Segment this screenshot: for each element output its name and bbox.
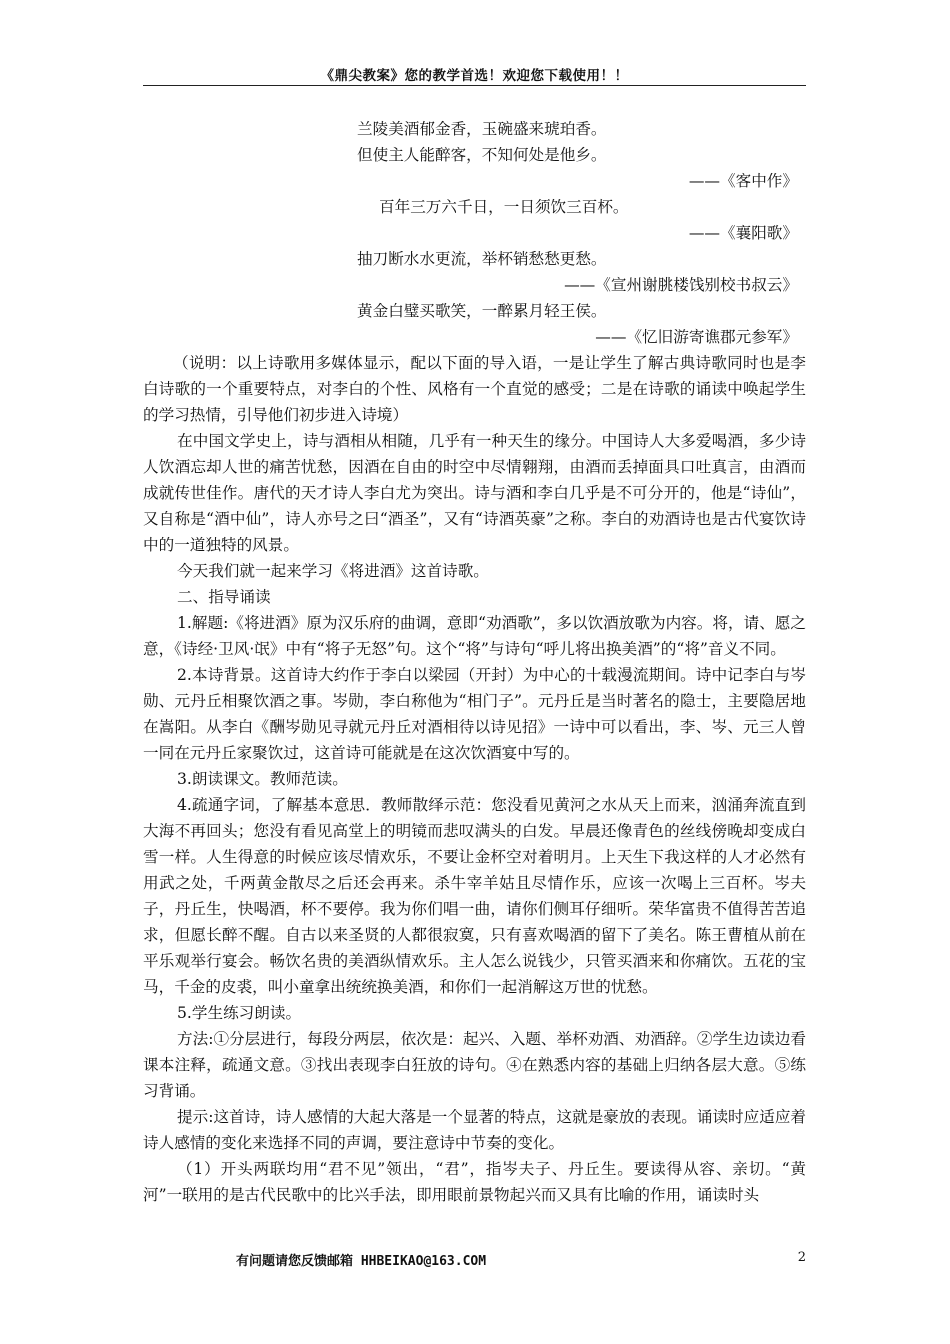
header-rule	[143, 85, 806, 86]
poem-source: ——《忆旧游寄谯郡元参军》	[595, 328, 798, 346]
detail-paragraph: （1）开头两联均用“君不见”领出，“君”，指岑夫子、丹丘生。要读得从容、亲切。“黄河”一联用的是古代民歌中的比兴手法，即用眼前景物起兴而又具有比喻的作用，诵读时头	[143, 1160, 806, 1204]
method-paragraph: 方法:①分层进行，每段分两层，依次是：起兴、入题、举杯劝酒、劝酒辞。②学生边读边看课本注释，疏通文意。③找出表现李白狂放的诗句。④在熟悉内容的基础上归纳各层大意。⑤练习背诵。	[143, 1030, 807, 1100]
translation-paragraph: 4.疏通字词，了解基本意思．教师散绎示范：您没看见黄河之水从天上而来，汹涌奔流直到大海不再回头；您没有看见高堂上的明镜而悲叹满头的白发。早晨还像青色的丝线傍晚却变成白雪一样。人生得意的时候应该尽情欢乐，不要让金杯空对着明月。上天生下我这样的人才必然有用武之处，千两黄金散尽之后还会再来。杀牛宰羊姑且尽情作乐，应该一次喝上三百杯。岑夫子，丹丘生，快喝酒，杯不要停。我为你们唱一曲，请你们侧耳仔细听。荣华富贵不值得苦苦追求，但愿长醉不醒。自古以来圣贤的人都很寂寞，只有喜欢喝酒的留下了美名。陈王曹植从前在平乐观举行宴会。畅饮名贵的美酒纵情欢乐。主人怎么说钱少，只管买酒来和你痛饮。五花的宝马，千金的皮裘，叫小童拿出统统换美酒，和你们一起消解这万世的忧愁。	[143, 796, 806, 996]
practice-paragraph: 5.学生练习朗读。	[177, 1004, 302, 1022]
intro-paragraph: 在中国文学史上，诗与酒相从相随，几乎有一种天生的缘分。中国诗人大多爱喝酒，多少诗人饮酒忘却人世的痛苦忧愁，因酒在自由的时空中尽情翱翔，由酒而丢掉面具口吐真言，由酒而成就传世佳作。唐代的天才诗人李白尤为突出。诗与酒和李白几乎是不可分开的，他是“诗仙”，又自称是“酒中仙”，诗人亦号之曰“酒圣”，又有“诗酒英豪”之称。李白的劝酒诗也是古代宴饮诗中的一道独特的风景。	[143, 432, 806, 554]
page-header: 《鼎尖教案》您的教学首选！欢迎您下载使用！！	[320, 68, 629, 84]
poem-line: 兰陵美酒郁金香，玉碗盛来琥珀香。	[357, 120, 607, 138]
poem-source: ——《襄阳歌》	[688, 224, 798, 242]
poem-line: 抽刀断水水更流，举杯销愁愁更愁。	[357, 250, 607, 268]
page-number: 2	[797, 1250, 806, 1265]
footer-contact: 有问题请您反馈邮箱 HHBEIKAO@163.COM	[236, 1254, 487, 1269]
background-paragraph: 2.本诗背景。这首诗大约作于李白以梁园（开封）为中心的十载漫流期间。诗中记李白与岑勋、元丹丘相聚饮酒之事。岑勋，李白称他为“相门子”。元丹丘是当时著名的隐士，主要隐居地在嵩阳。从李白《酬岑勋见寻就元丹丘对酒相待以诗见招》一诗中可以看出，李、岑、元三人曾一同在元丹丘家聚饮过，这首诗可能就是在这次饮酒宴中写的。	[143, 666, 806, 762]
poem-source: ——《客中作》	[688, 172, 798, 190]
document-body	[143, 116, 806, 1208]
poem-line: 但使主人能醉客，不知何处是他乡。	[357, 146, 607, 164]
section-heading: 二、指导诵读	[177, 588, 271, 606]
title-explanation-paragraph: 1.解题:《将进酒》原为汉乐府的曲调，意即“劝酒歌”，多以饮酒放歌为内容。将，请、愿之意，《诗经·卫风·氓》中有“将子无怒”句。这个“将”与诗句“呼儿将出换美酒”的“将”音义不同。	[143, 614, 806, 658]
poem-line: 百年三万六千日，一日须饮三百杯。	[379, 198, 629, 216]
reading-paragraph: 3.朗读课文。教师范读。	[177, 770, 348, 788]
hint-paragraph: 提示:这首诗，诗人感情的大起大落是一个显著的特点，这就是豪放的表现。诵读时应适应着诗人感情的变化来选择不同的声调，要注意诗中节奏的变化。	[143, 1108, 807, 1152]
page-footer	[236, 1250, 806, 1272]
poem-source: ——《宣州谢朓楼饯别校书叔云》	[564, 276, 798, 294]
note-paragraph: （说明：以上诗歌用多媒体显示，配以下面的导入语，一是让学生了解古典诗歌同时也是李白诗歌的一个重要特点，对李白的个性、风格有一个直觉的感受；二是在诗歌的诵读中唤起学生的学习热情，引导他们初步进入诗境）	[143, 354, 806, 424]
today-paragraph: 今天我们就一起来学习《将进酒》这首诗歌。	[177, 562, 489, 580]
poem-line: 黄金白璧买歌笑，一醉累月轻王侯。	[357, 302, 607, 320]
